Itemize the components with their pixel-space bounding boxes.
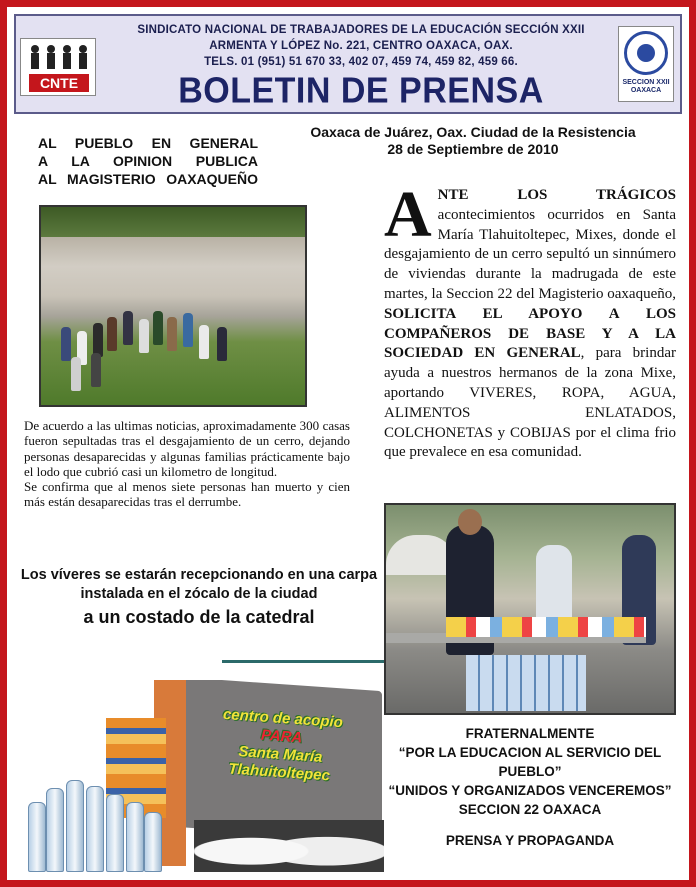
donations-photo xyxy=(384,503,676,715)
dateline-place: Oaxaca de Juárez, Oax. Ciudad de la Resistencia xyxy=(310,124,636,140)
addressee-line: AL PUEBLO EN GENERAL xyxy=(38,135,258,151)
landslide-photo xyxy=(39,205,307,407)
seal-icon xyxy=(624,31,668,75)
closing-motto: “UNIDOS Y ORGANIZADOS VENCEREMOS” xyxy=(388,783,672,798)
drop-cap: A xyxy=(384,178,432,251)
banner-text xyxy=(184,703,379,788)
closing-motto: “POR LA EDUCACION AL SERVICIO DEL PUEBLO” xyxy=(398,745,662,779)
addressee-line: AL MAGISTERIO OAXAQUEÑO xyxy=(38,171,258,187)
addressee-block xyxy=(38,134,258,188)
article-text: acontecimientos ocurridos en Santa María Tlahuitoltepec, Mixes, donde el desgajamiento de un cerro sepultó un sinnúmero de viviendas durante la madrugada de este martes, la Seccion 22 del Magisterio oaxaqueño, xyxy=(384,206,676,302)
closing-department: PRENSA Y PROPAGANDA xyxy=(445,833,615,848)
banner-line: PARA xyxy=(260,726,303,747)
cnte-logo xyxy=(20,38,96,96)
union-name: SINDICATO NACIONAL DE TRABAJADORES DE LA EDUCACIÓN SECCIÓN XXII xyxy=(137,24,585,36)
article-text: , para brindar ayuda a nuestros hermanos de la zona Mixe, aportando VIVERES, ROPA, AGUA, ALIMENTOS ENLATADOS, COLCHONETAS y COBIJAS por el clima frio que prevalece en esa comunidad. xyxy=(384,345,676,461)
dateline xyxy=(268,124,678,158)
page-title: BOLETIN DE PRENSA xyxy=(178,71,544,111)
closing-block xyxy=(384,724,676,850)
seal-caption: SECCION XXII OAXACA xyxy=(622,79,670,94)
addressee-line: A LA OPINION PUBLICA xyxy=(38,153,258,169)
notice-location: a un costado de la catedral xyxy=(83,607,315,627)
collection-notice xyxy=(14,566,384,630)
supply-bags xyxy=(194,820,384,872)
banner-line: Santa María xyxy=(237,743,323,766)
water-bottles xyxy=(26,764,176,872)
divider xyxy=(222,660,384,663)
notice-line: Los víveres se estarán recepcionando en una carpa instalada en el zócalo de la ciudad xyxy=(20,567,378,602)
union-address: ARMENTA Y LÓPEZ No. 221, CENTRO OAXACA, OAX. xyxy=(209,40,513,52)
banner-line: centro de acopio xyxy=(222,705,344,732)
article-appeal: SOLICITA EL APOYO A LOS COMPAÑEROS DE BASE Y A LA SOCIEDAD EN GENERAL xyxy=(384,305,676,362)
banner-line: Tlahuitoltepec xyxy=(227,760,331,785)
workers-figures-icon xyxy=(25,43,93,73)
article-lead: NTE LOS TRÁGICOS xyxy=(437,187,676,203)
body-paragraph: Se confirma que al menos siete personas han muerto y cien más están desaparecidas tras el derrumbe. xyxy=(24,479,350,510)
closing-salutation: FRATERNALMENTE xyxy=(465,726,595,741)
dateline-date: 28 de Septiembre de 2010 xyxy=(387,141,559,157)
header xyxy=(14,14,682,114)
union-phones: TELS. 01 (951) 51 670 33, 402 07, 459 74, 459 82, 459 66. xyxy=(204,56,518,68)
left-body-text xyxy=(24,418,350,510)
seccion-xxii-seal xyxy=(618,26,674,102)
cnte-logo-text: CNTE xyxy=(29,74,89,92)
body-paragraph: De acuerdo a las ultimas noticias, aproximadamente 300 casas fueron sepultadas tras el desgajamiento de un cerro, dejando personas desaparecidas y algunas familias prácticamente bajo el lodo que cubrió casi un kilometro de longitud. xyxy=(24,418,350,479)
closing-signature: SECCION 22 OAXACA xyxy=(458,802,602,817)
collection-center-photo xyxy=(26,680,384,872)
main-article xyxy=(384,178,676,463)
